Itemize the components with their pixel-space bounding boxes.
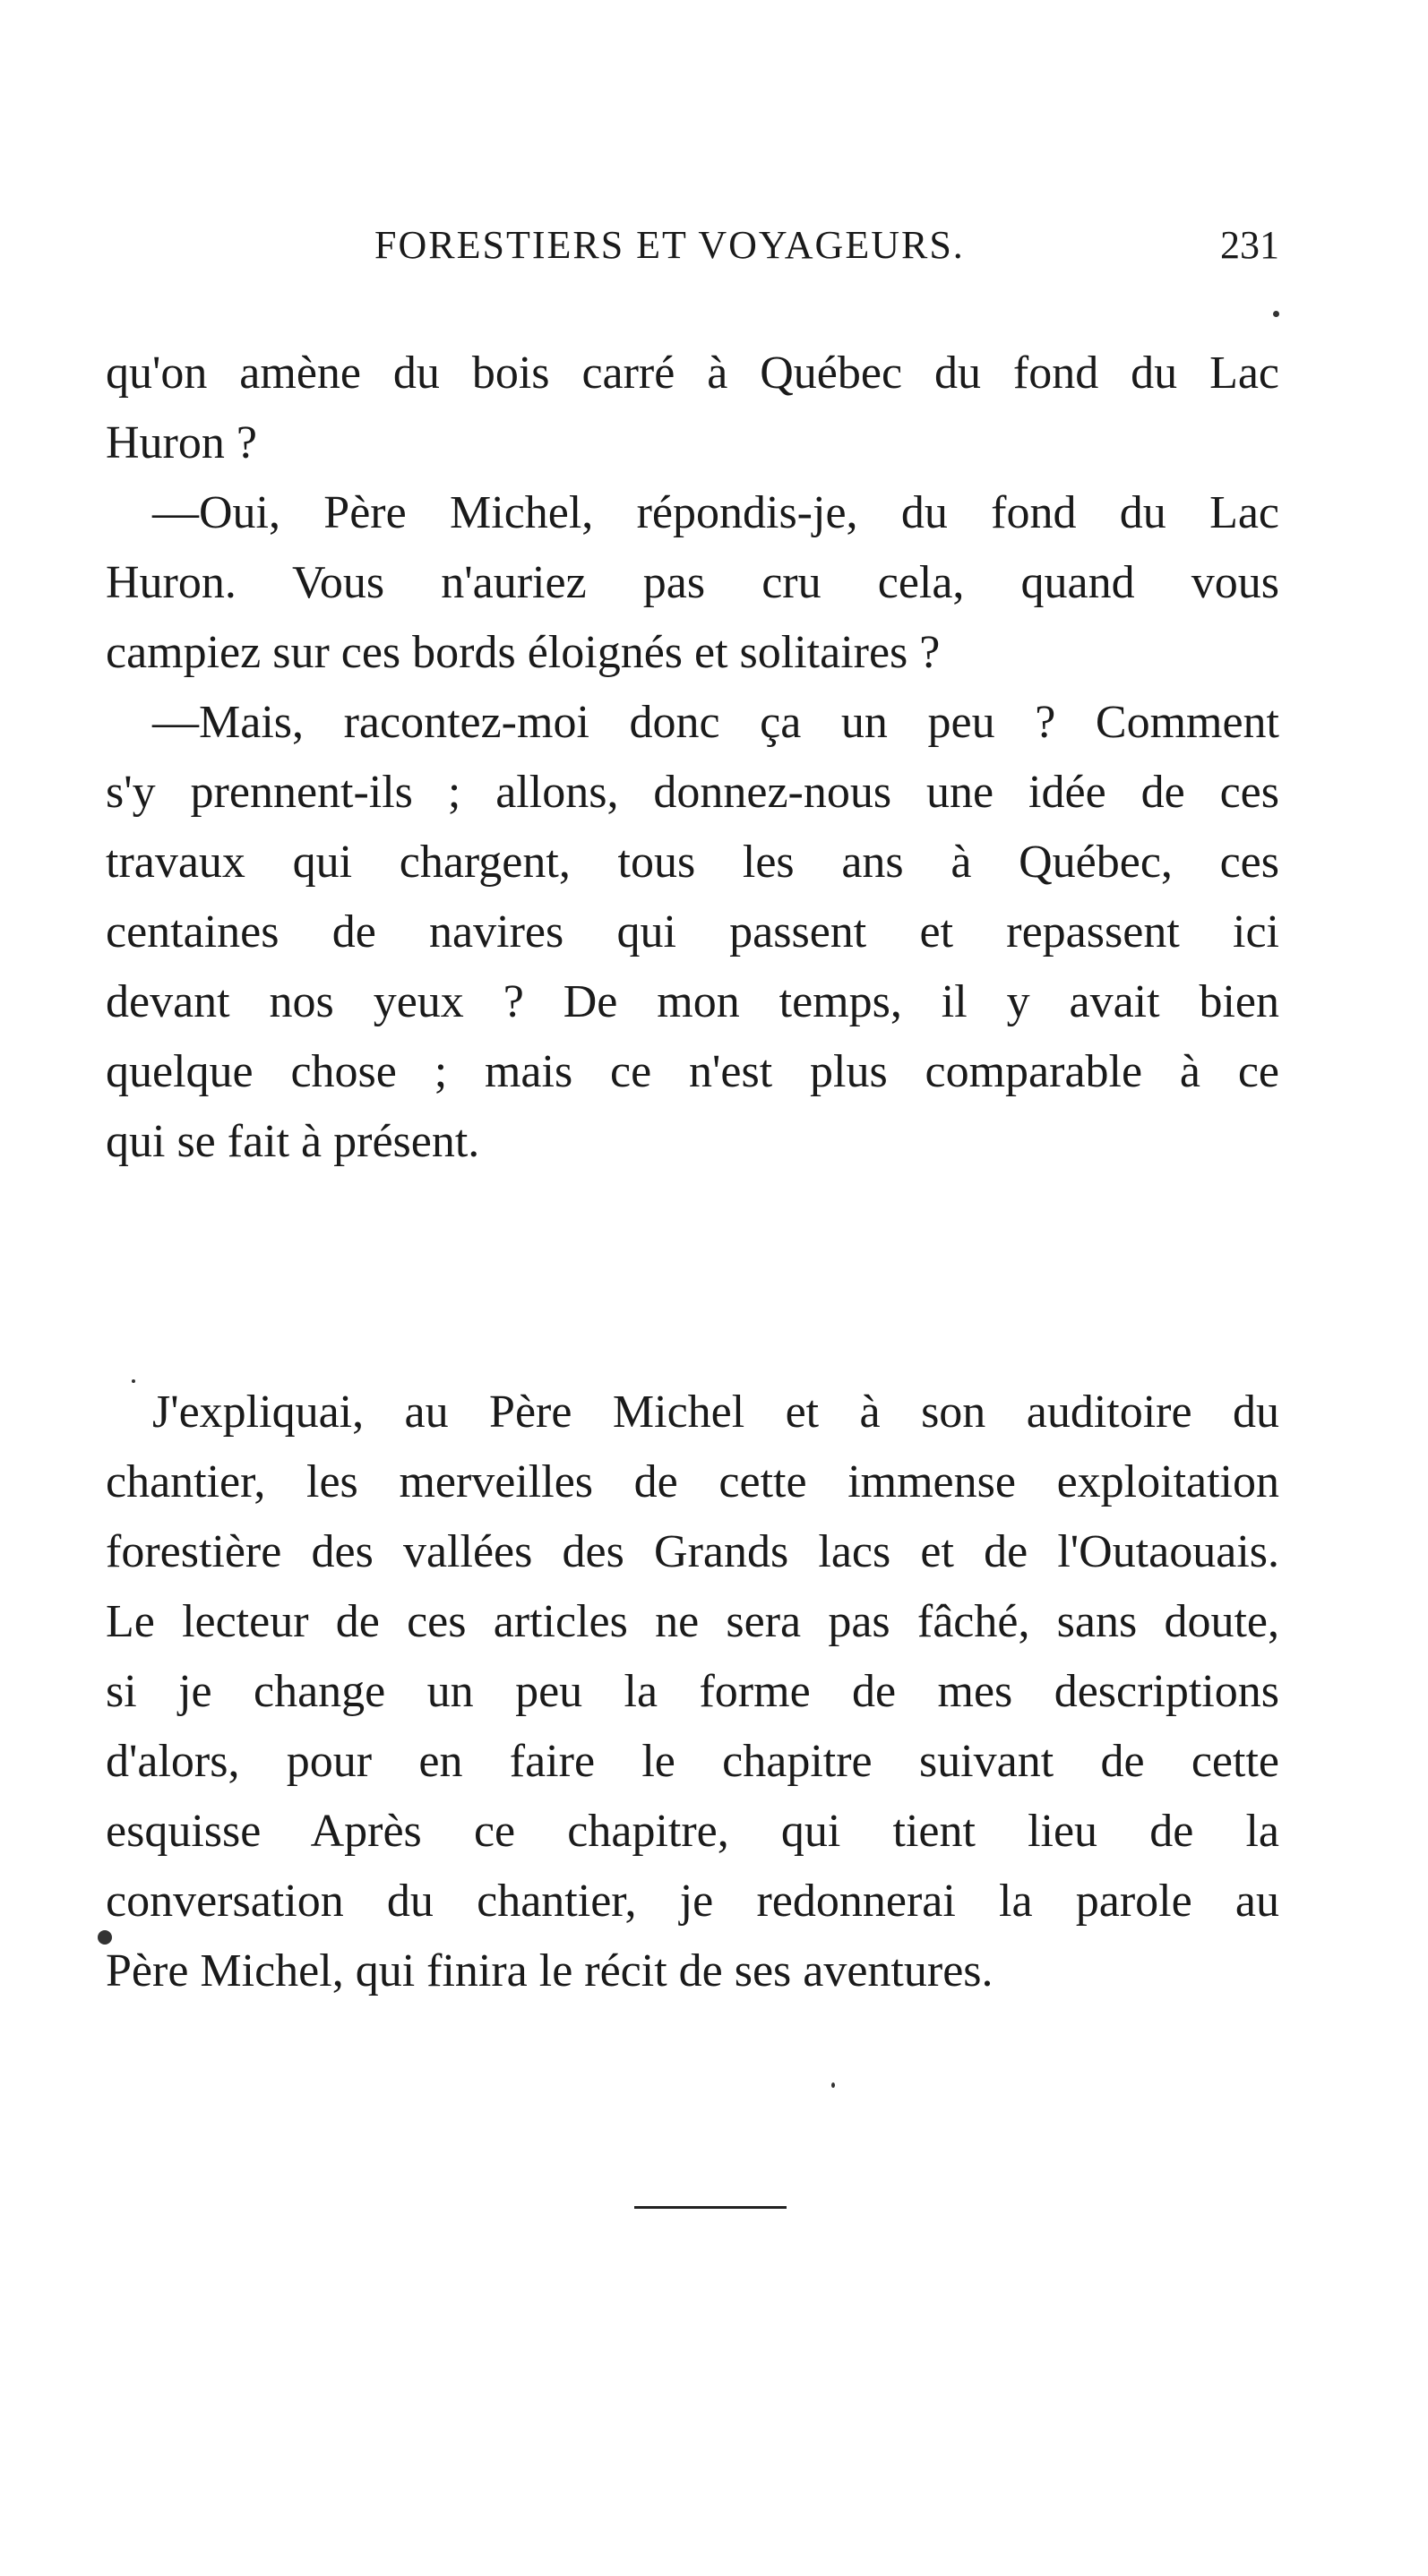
text-line: centaines de navires qui passent et repassent ici	[106, 906, 1279, 957]
text-line: qui se fait à présent.	[106, 1116, 480, 1167]
text-line: —Oui, Père Michel, répondis-je, du fond du Lac	[152, 487, 1279, 538]
text-line: d'alors, pour en faire le chapitre suivant de cette	[106, 1736, 1279, 1787]
text-line: si je change un peu la forme de mes descriptions	[106, 1666, 1279, 1717]
page-number: 231	[1220, 223, 1279, 267]
running-head	[106, 222, 1279, 276]
text-line: s'y prennent-ils ; allons, donnez-nous une idée de ces	[106, 767, 1279, 818]
text-line: qu'on amène du bois carré à Québec du fond du Lac	[106, 348, 1279, 399]
text-line: conversation du chantier, je redonnerai la parole au	[106, 1876, 1279, 1927]
print-speck	[831, 2082, 835, 2088]
text-line: Huron ?	[106, 417, 257, 468]
text-line: quelque chose ; mais ce n'est plus comparable à ce	[106, 1046, 1279, 1097]
text-block-top	[106, 339, 1279, 1177]
text-line: chantier, les merveilles de cette immense exploitation	[106, 1456, 1279, 1507]
text-line: devant nos yeux ? De mon temps, il y avait bien	[106, 976, 1279, 1027]
text-line: travaux qui chargent, tous les ans à Québec, ces	[106, 837, 1279, 888]
running-title: FORESTIERS ET VOYAGEURS.	[374, 223, 965, 267]
text-block-bottom	[106, 1378, 1279, 2006]
text-line: Le lecteur de ces articles ne sera pas fâché, sans doute,	[106, 1596, 1279, 1647]
text-line: campiez sur ces bords éloignés et solitaires ?	[106, 627, 941, 678]
text-line: Huron. Vous n'auriez pas cru cela, quand vous	[106, 557, 1279, 608]
text-line: —Mais, racontez-moi donc ça un peu ? Comment	[152, 697, 1279, 748]
text-line: Père Michel, qui finira le récit de ses aventures.	[106, 1945, 994, 1996]
text-line: forestière des vallées des Grands lacs et de l'Outaouais.	[106, 1526, 1279, 1577]
print-speck	[98, 1930, 112, 1945]
print-speck	[132, 1379, 135, 1383]
text-line: J'expliquai, au Père Michel et à son auditoire du	[152, 1387, 1279, 1438]
print-speck	[1273, 311, 1279, 317]
section-end-rule	[634, 2206, 787, 2209]
text-line: esquisse Après ce chapitre, qui tient lieu de la	[106, 1806, 1279, 1857]
